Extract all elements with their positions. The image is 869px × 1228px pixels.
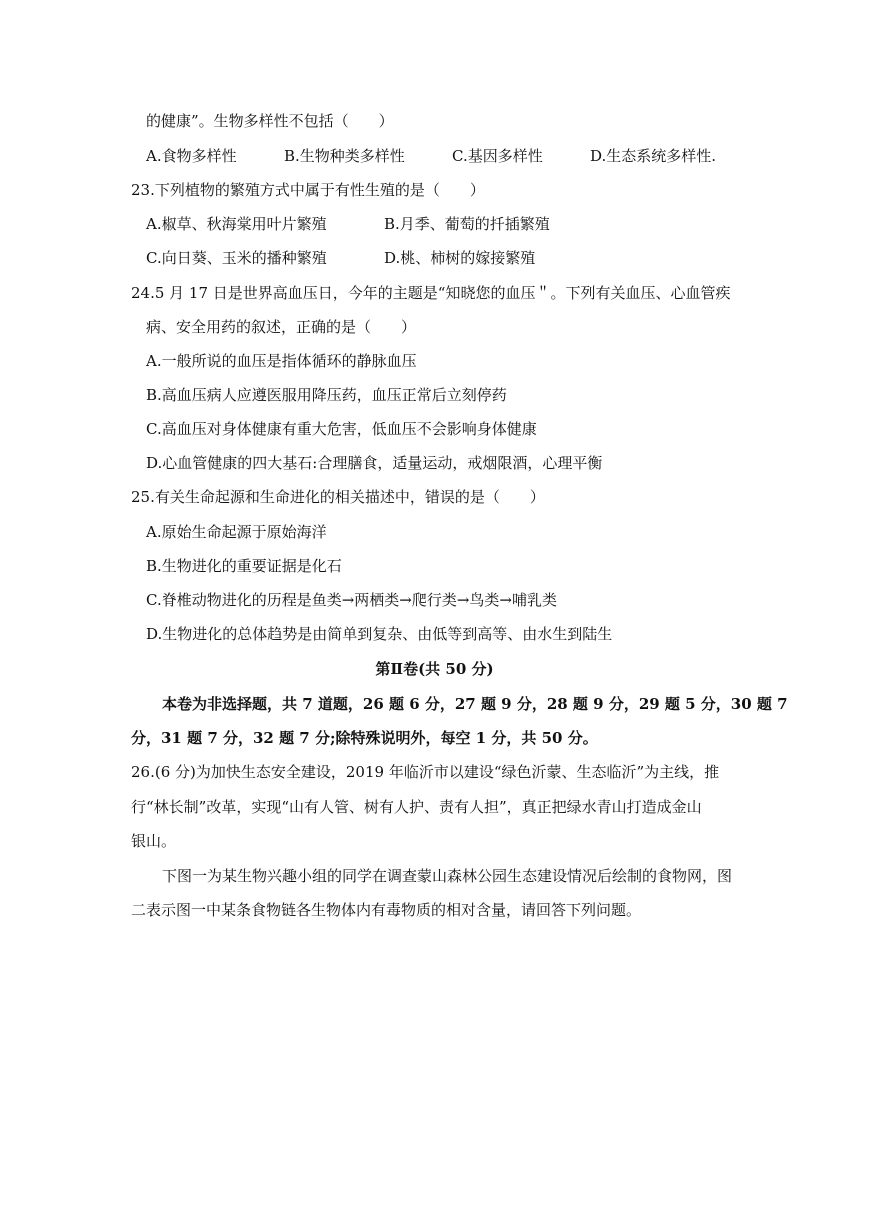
q22-option-b: B.生物种类多样性 [284,147,405,165]
q22-options [146,146,766,166]
q26-stem-line1: 26.(6 分)为加快生态安全建设，2019 年临沂市以建设“绿色沂蒙、生态临沂”为主线，推 [131,763,720,781]
section2-title: 第Ⅱ卷(共 50 分) [375,660,494,678]
q26-stem-line3: 银山。 [131,832,177,850]
section2-intro-line2: 分，31 题 7 分，32 题 7 分;除特殊说明外，每空 1 分，共 50 分。 [131,729,598,747]
q25-option-b: B.生物进化的重要证据是化石 [146,557,342,575]
q26-stem-line2: 行“林长制”改革，实现“山有人管、树有人护、责有人担”，真正把绿水青山打造成金山 [131,798,702,816]
q23-options-row2 [146,248,746,268]
q25-option-c: C.脊椎动物进化的历程是鱼类→两栖类→爬行类→鸟类→哺乳类 [146,591,557,609]
q25-stem: 25.有关生命起源和生命进化的相关描述中，错误的是（ ） [131,488,545,506]
q22-option-c: C.基因多样性 [452,147,543,165]
q24-stem-line1: 24.5 月 17 日是世界高血压日，今年的主题是“知晓您的血压＂。下列有关血压、心血管疾 [131,284,731,302]
q24-option-b: B.高血压病人应遵医服用降压药，血压正常后立刻停药 [146,386,507,404]
q26-paragraph-line2: 二表示图一中某条食物链各生物体内有毒物质的相对含量，请回答下列问题。 [131,901,642,919]
q26-paragraph-line1: 下图一为某生物兴趣小组的同学在调查蒙山森林公园生态建设情况后绘制的食物网，图 [162,867,733,885]
q23-options-row1 [146,214,746,234]
q23-option-b: B.月季、葡萄的扦插繁殖 [384,215,550,233]
q23-option-d: D.桃、柿树的嫁接繁殖 [384,249,536,267]
q24-option-c: C.高血压对身体健康有重大危害，低血压不会影响身体健康 [146,420,537,438]
q23-option-a: A.椒草、秋海棠用叶片繁殖 [146,215,327,233]
q24-stem-line2: 病、安全用药的叙述，正确的是（ ） [146,318,417,336]
q24-option-d: D.心血管健康的四大基石:合理膳食，适量运动，戒烟限酒，心理平衡 [146,454,603,472]
q25-option-a: A.原始生命起源于原始海洋 [146,523,327,541]
q24-option-a: A.一般所说的血压是指体循环的静脉血压 [146,352,417,370]
q22-stem-tail: 的健康”。生物多样性不包括（ ） [146,112,394,130]
q22-option-a: A.食物多样性 [146,147,237,165]
section2-intro-line1: 本卷为非选择题，共 7 道题，26 题 6 分，27 题 9 分，28 题 9 分，29 题 5 分，30 题 7 [162,695,788,713]
q22-option-d: D.生态系统多样性. [590,147,717,165]
q25-option-d: D.生物进化的总体趋势是由简单到复杂、由低等到高等、由水生到陆生 [146,625,613,643]
q23-stem: 23.下列植物的繁殖方式中属于有性生殖的是（ ） [131,181,485,199]
q23-option-c: C.向日葵、玉米的播种繁殖 [146,249,327,267]
